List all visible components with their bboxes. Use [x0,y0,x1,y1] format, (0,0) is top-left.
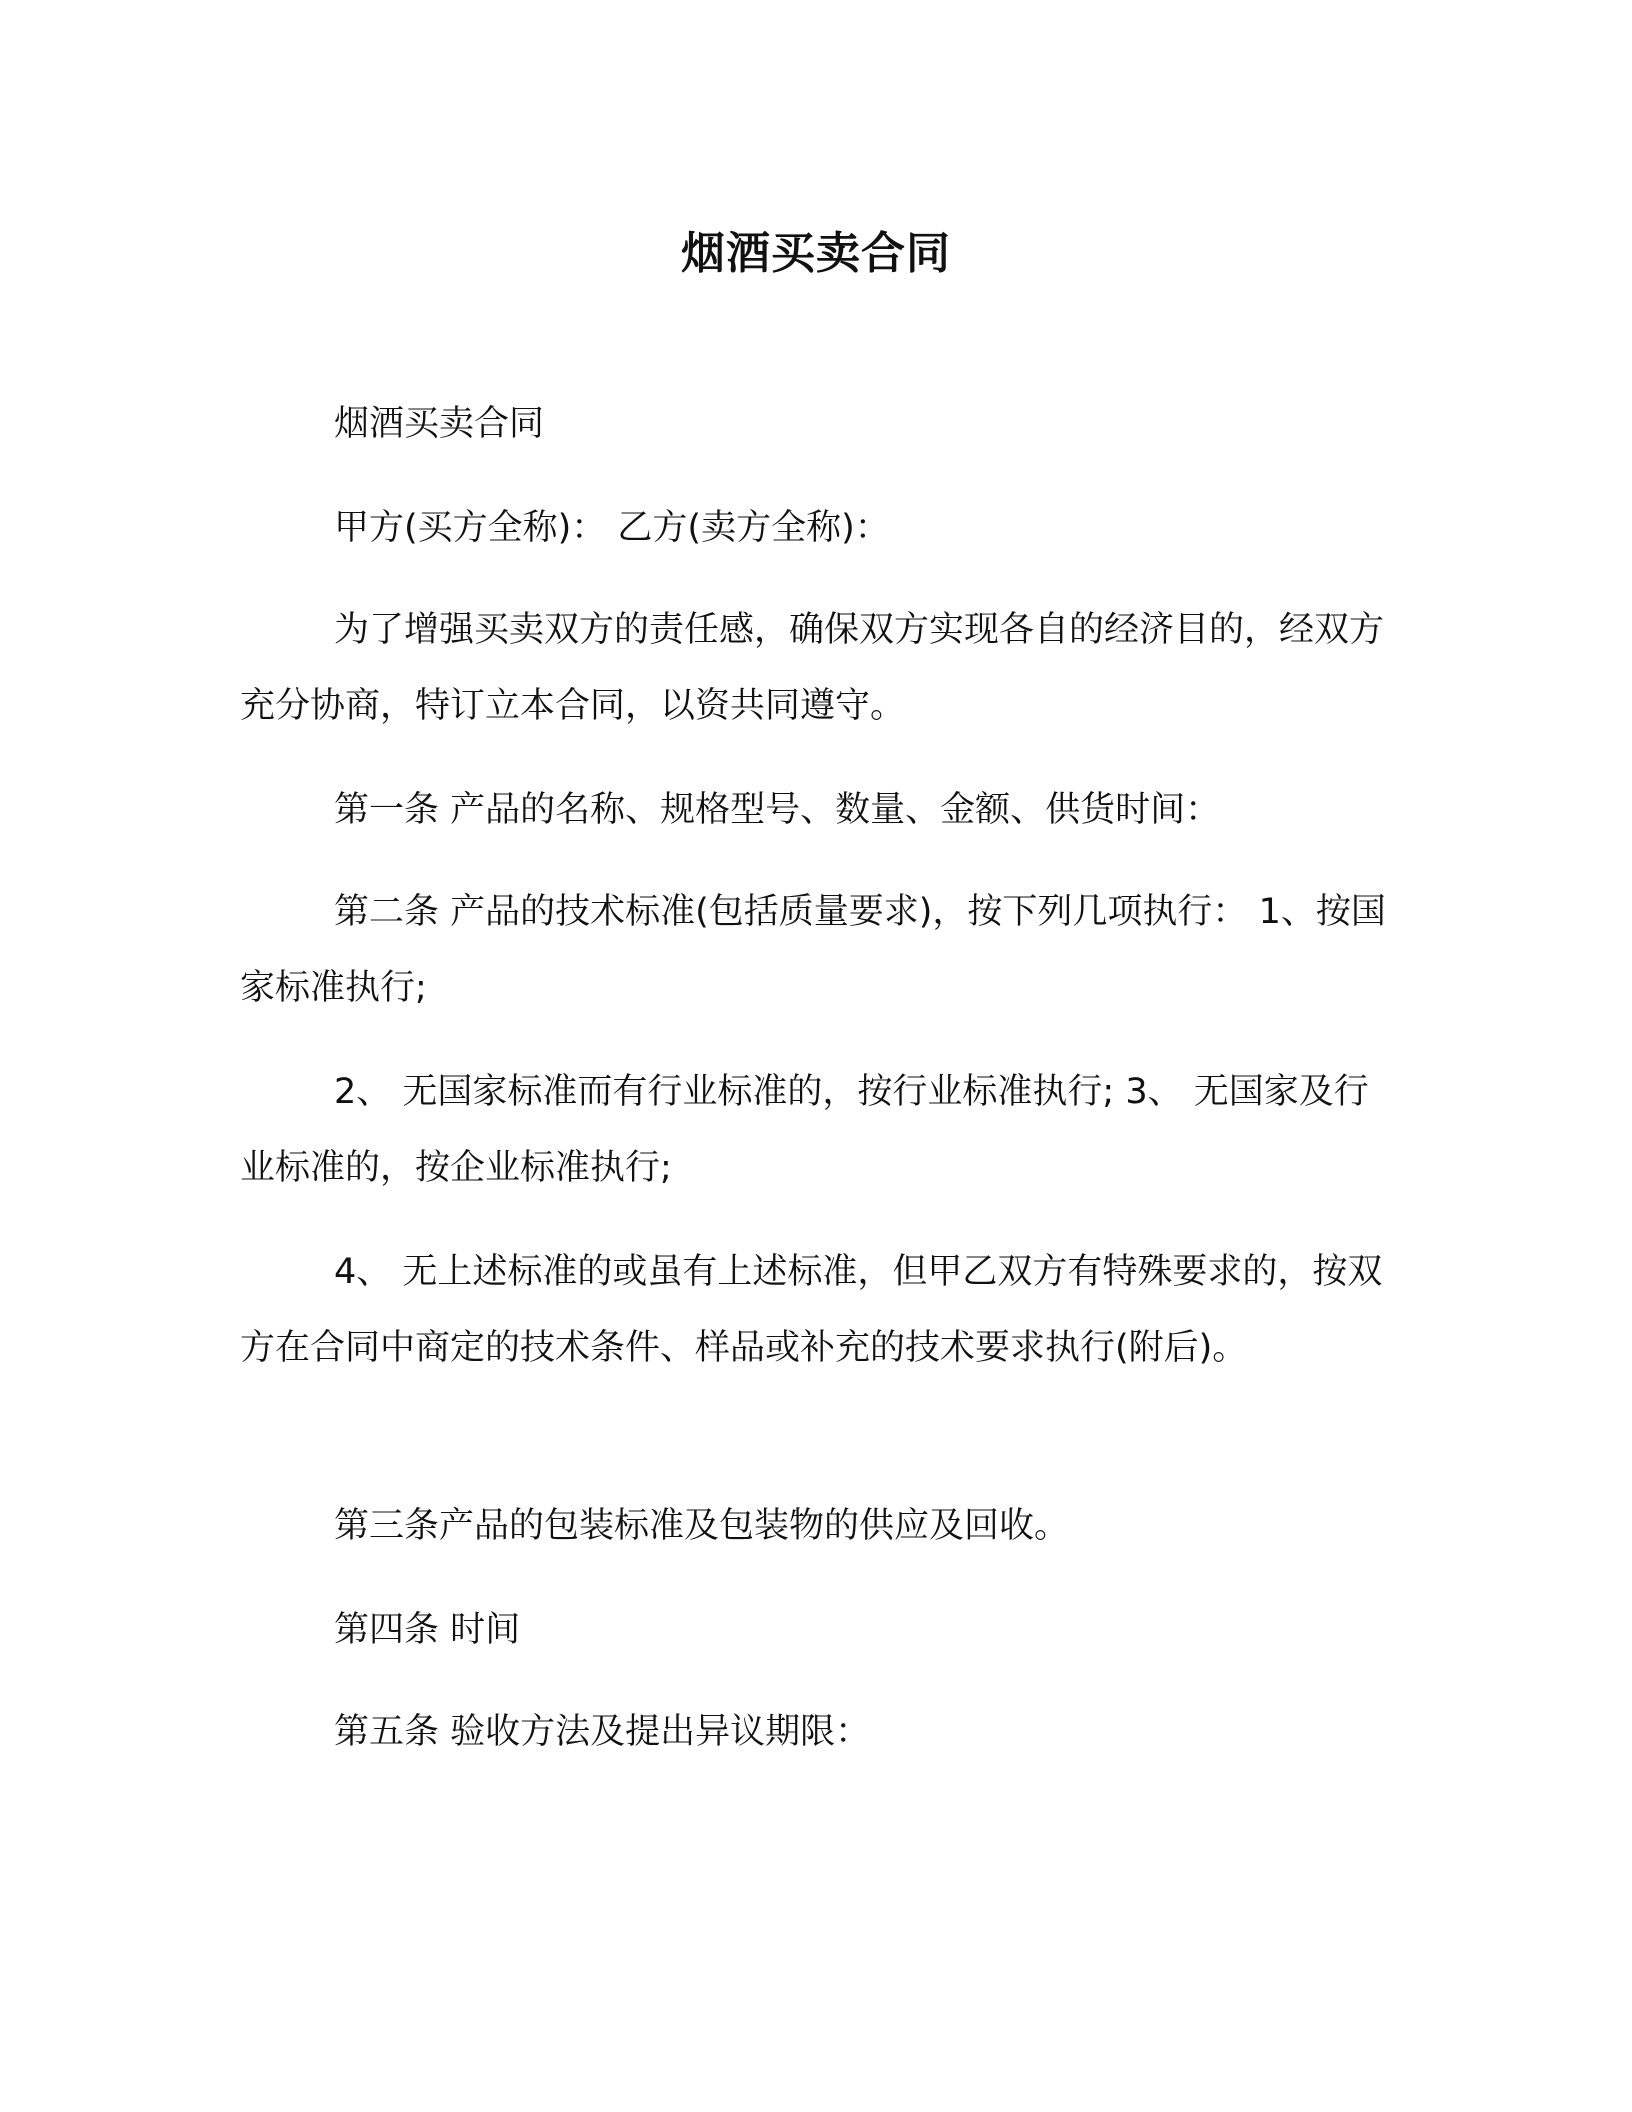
paragraph-preamble: 为了增强买卖双方的责任感，确保双方实现各自的经济目的，经双方充分协商，特订立本合同，以资共同遵守。 [240,610,1385,726]
paragraph-article-2: 第二条 产品的技术标准(包括质量要求)，按下列几项执行： 1、按国家标准执行; [240,892,1386,1008]
paragraph-article-1: 第一条 产品的名称、规格型号、数量、金额、供货时间： [334,790,1221,830]
document-title: 烟酒买卖合同 [681,228,951,279]
paragraph-article-5: 第五条 验收方法及提出异议期限： [334,1712,871,1752]
paragraph-parties: 甲方(买方全称)： 乙方(卖方全称)： [334,508,890,548]
paragraph-article-2-items-2-3: 2、 无国家标准而有行业标准的，按行业标准执行; 3、 无国家及行业标准的，按企业标准执行; [240,1072,1369,1188]
paragraph-article-4: 第四条 时间 [334,1610,521,1650]
paragraph-heading: 烟酒买卖合同 [334,404,545,444]
paragraph-article-3: 第三条产品的包装标准及包装物的供应及回收。 [334,1506,1070,1546]
paragraph-article-2-item-4: 4、 无上述标准的或虽有上述标准，但甲乙双方有特殊要求的，按双方在合同中商定的技术条件、样品或补充的技术要求执行(附后)。 [240,1252,1383,1368]
